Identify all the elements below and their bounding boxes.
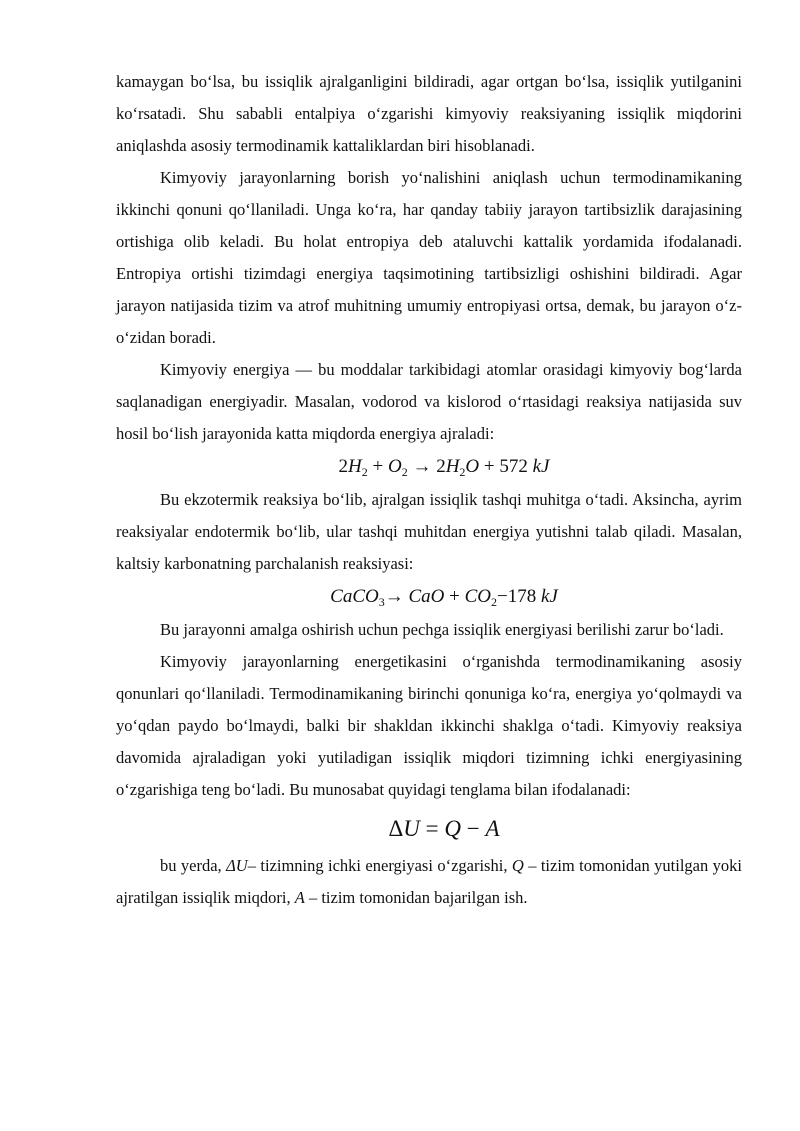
paragraph-enthalpy: kamaygan bo‘lsa, bu issiqlik ajralganligini bildiradi, agar ortgan bo‘lsa, issiqlik yutilganini ko‘rsatadi. Shu sababli entalpiya o‘zgarishi kimyoviy reaksiyaning issiqlik miqdorini aniqlashda asosiy termodinamik kattaliklardan biri hisoblanadi. bbox=[116, 72, 742, 155]
equation-calcium-carbonate: CaCO$_3$→ CaO + $CO_2-178$ kJ bbox=[330, 586, 558, 609]
paragraph-exothermic: Bu ekzotermik reaksiya bo‘lib, ajralgan issiqlik tashqi muhitga o‘tadi. Aksincha, ayrim reaksiyalar endotermik bo‘lib, ular tashqi muhitdan energiya yutishni talab qiladi. Masalan, kaltsiy karbonatning parchalanish reaksiyasi: bbox=[116, 490, 742, 573]
paragraph-first-law: Kimyoviy jarayonlarning energetikasini o‘rganishda termodinamikaning asosiy qonunlari qo‘llaniladi. Termodinamikaning birinchi qonuniga ko‘ra, energiya yo‘qolmaydi va yo‘qdan paydo bo‘lmaydi, balki bir shakldan ikkinchi shaklga o‘tadi. Kimyoviy reaksiya davomida ajraladigan yoki yutiladigan issiqlik miqdori tizimning ichki energiyasining o‘zgarishiga teng bo‘ladi. Bu munosabat quyidagi tenglama bilan ifodalanadi: bbox=[116, 652, 742, 799]
paragraph-chemical-energy: Kimyoviy energiya — bu moddalar tarkibidagi atomlar orasidagi kimyoviy bog‘larda saqlanadigan energiyadir. Masalan, vodorod va kislorod o‘rtasidagi reaksiya natijasida suv hosil bo‘lish jarayonida katta miqdorda energiya ajraladi: bbox=[116, 360, 742, 443]
paragraph-furnace: Bu jarayonni amalga oshirish uchun pechga issiqlik energiyasi berilishi zarur bo‘ladi. bbox=[160, 620, 724, 639]
equation-first-law: ΔU = Q − A bbox=[388, 816, 500, 841]
paragraph-definitions: bu yerda, ΔU– tizimning ichki energiyasi o‘zgarishi, Q – tizim tomonidan yutilgan yoki ajratilgan issiqlik miqdori, A – tizim tomonidan bajarilgan ish. bbox=[116, 856, 742, 907]
document-page bbox=[116, 66, 742, 914]
equation-water-formation: $2H_2 + O_2 \to 2H_2O + 572$ kJ bbox=[338, 456, 550, 479]
paragraph-second-law: Kimyoviy jarayonlarning borish yo‘nalishini aniqlash uchun termodinamikaning ikkinchi qonuni qo‘llaniladi. Unga ko‘ra, har qanday tabiiy jarayon tartibsizlik darajasining ortishiga olib keladi. Bu holat entropiya deb ataluvchi kattalik yordamida ifodalanadi. Entropiya ortishi tizimdagi energiya taqsimotining tartibsizligi oshishini bildiradi. Agar jarayon natijasida tizim va atrof muhitning umumiy entropiyasi ortsa, demak, bu jarayon o‘z-o‘zidan boradi. bbox=[116, 168, 742, 347]
